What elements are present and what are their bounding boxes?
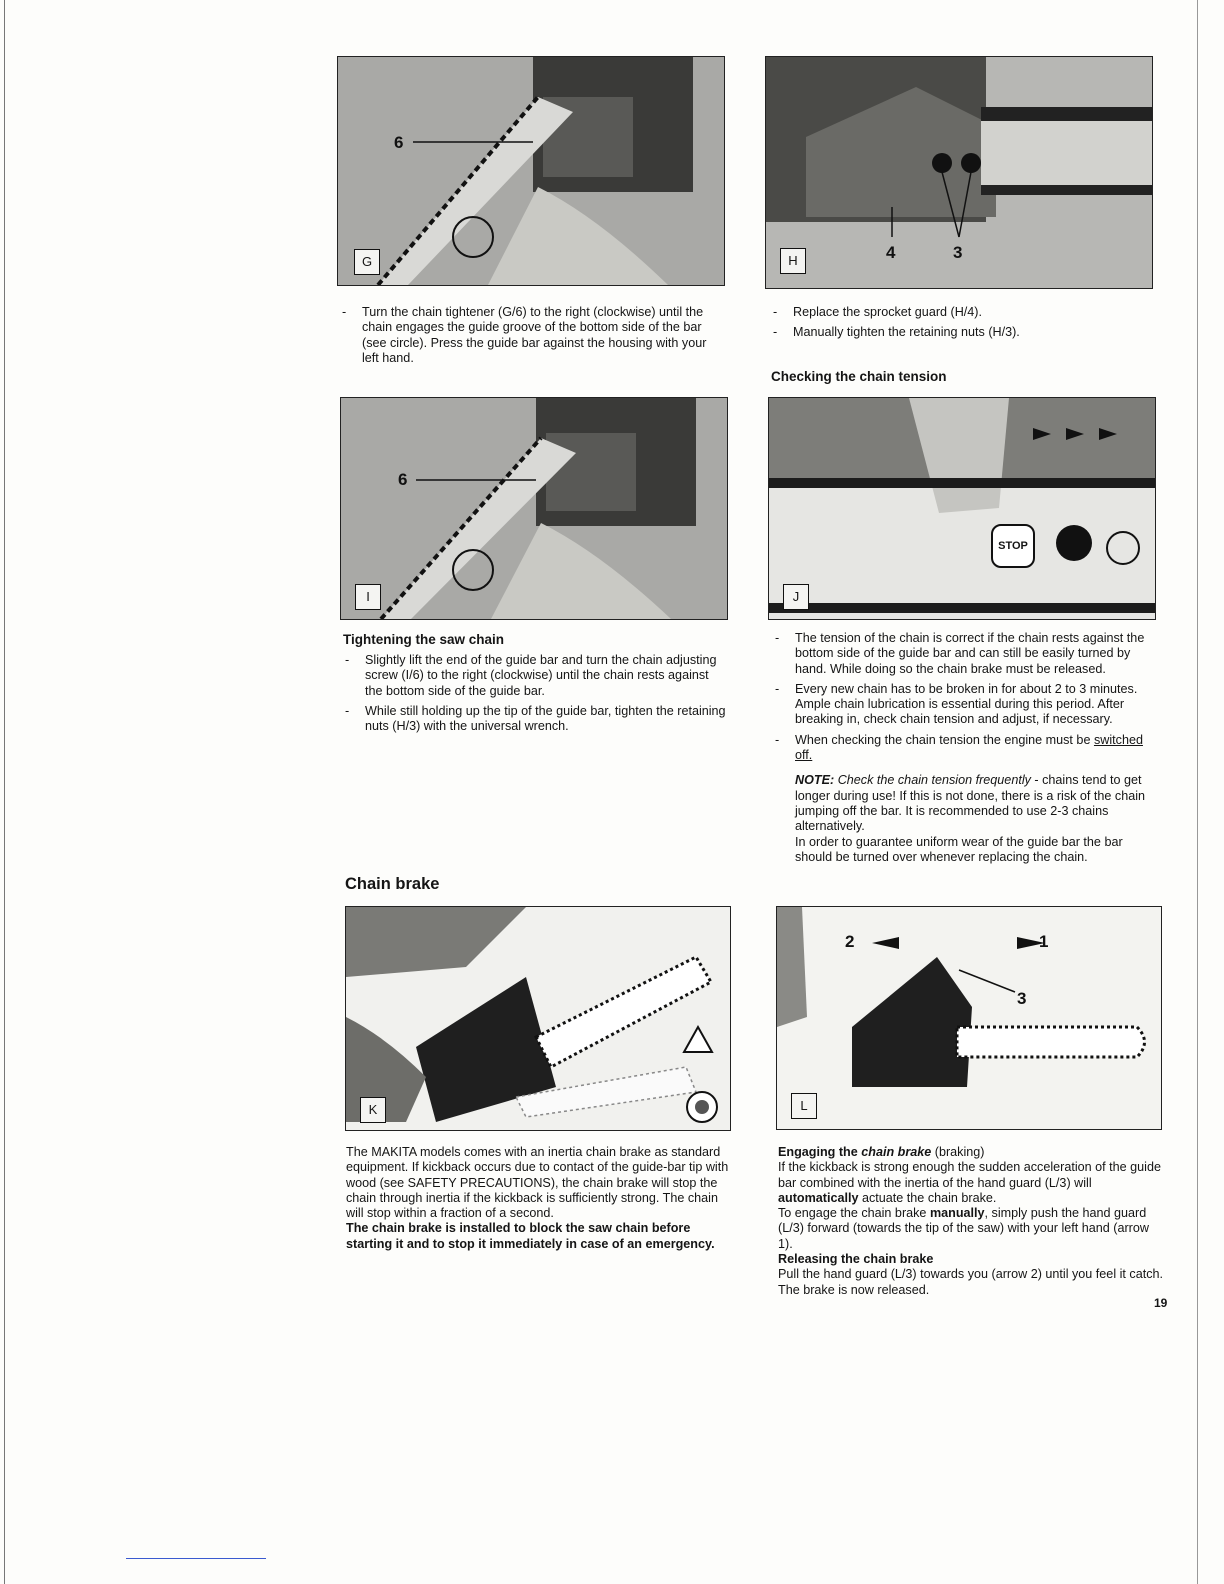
step-h-1: - Replace the sprocket guard (H/4). bbox=[771, 305, 1157, 320]
note-label: NOTE: bbox=[795, 773, 835, 788]
note-italic: Check the chain tension frequently bbox=[837, 773, 1031, 788]
tightening-steps bbox=[343, 653, 729, 739]
step-g-text: - Turn the chain tightener (G/6) to the right (clockwise) until the chain engages the guide groove of the bottom side of the bar (see circle). Press the guide bar against the housing with your left hand. bbox=[340, 305, 726, 366]
checking-step-3 bbox=[773, 733, 1159, 764]
footer-rule bbox=[126, 1558, 266, 1559]
engaging-text bbox=[778, 1145, 1164, 1298]
stop-icon bbox=[991, 524, 1035, 568]
step-h-2: - Manually tighten the retaining nuts (H/3). bbox=[771, 325, 1157, 340]
callout-3: 3 bbox=[1017, 989, 1027, 1008]
figure-label-k: K bbox=[360, 1097, 386, 1123]
page-number: 19 bbox=[1154, 1296, 1168, 1310]
note-paragraph-2: In order to guarantee uniform wear of the guide bar the bar should be turned over whenever replacing the chain. bbox=[795, 834, 1123, 864]
steps-h-list bbox=[771, 305, 1157, 346]
callout-3: 3 bbox=[953, 243, 963, 262]
figure-label-j: J bbox=[783, 584, 809, 610]
note-paragraph bbox=[773, 773, 1159, 834]
figure-label-g: G bbox=[354, 249, 380, 275]
releasing-paragraph: Pull the hand guard (L/3) towards you (arrow 2) until you feel it catch. The brake is now released. bbox=[778, 1267, 1164, 1297]
note-rest: - chains tend to get longer during use! If this is not done, there is a risk of the chain jumping off the bar. It is recommended to use 2-3 chains alternatively. bbox=[795, 773, 1146, 834]
engaging-text-part-1: If the kickback is strong enough the sudden acceleration of the guide bar combined with the inertia of the hand guard (L/3) will bbox=[778, 1160, 1161, 1190]
engaging-heading bbox=[778, 1145, 1164, 1160]
figure-label-l: L bbox=[791, 1093, 817, 1119]
tightening-heading: Tightening the saw chain bbox=[343, 632, 505, 647]
step-g-text-block bbox=[340, 305, 726, 371]
scan-edge-line-right bbox=[1197, 0, 1198, 1584]
checking-step-3-text: When checking the chain tension the engine must be bbox=[795, 732, 1091, 747]
figure-label-i: I bbox=[355, 584, 381, 610]
stop-icon-label: STOP bbox=[998, 540, 1028, 552]
tightening-step-2: - While still holding up the tip of the guide bar, tighten the retaining nuts (H/3) with the universal wrench. bbox=[343, 704, 729, 735]
callout-6: 6 bbox=[398, 470, 408, 489]
checking-heading: Checking the chain tension bbox=[771, 369, 947, 384]
callout-6: 6 bbox=[394, 133, 404, 152]
brake-paragraph: The MAKITA models comes with an inertia chain brake as standard equipment. If kickback occurs due to contact of the guide-bar tip with wood (see SAFETY PRECAUTIONS), the chain brake will stop the chain through inertia if the kickback is sufficiently strong. The chain will stop within a fraction of a second. bbox=[346, 1145, 729, 1221]
checking-step-3-emphasis: switched off. bbox=[795, 732, 1143, 763]
figure-i-illustration bbox=[341, 398, 727, 619]
engaging-text-part-2: actuate the chain brake. bbox=[858, 1190, 997, 1205]
chain-brake-text bbox=[346, 1145, 732, 1252]
figure-k-illustration bbox=[346, 907, 730, 1130]
releasing-heading: Releasing the chain brake bbox=[778, 1252, 934, 1267]
engaging-paragraph bbox=[778, 1160, 1164, 1206]
manual-text-part-1: To engage the chain brake bbox=[778, 1206, 930, 1221]
callout-2: 2 bbox=[845, 932, 855, 951]
figure-l bbox=[776, 906, 1162, 1130]
engaging-heading-part-2: chain brake bbox=[861, 1145, 932, 1159]
scan-edge-line bbox=[4, 0, 5, 1584]
figure-k bbox=[345, 906, 731, 1131]
checking-step-2: - Every new chain has to be broken in for about 2 to 3 minutes. Ample chain lubrication is essential during this period. After breaking in, check chain tension and adjust, if necessary. bbox=[773, 682, 1159, 728]
figure-j-illustration bbox=[769, 398, 1155, 619]
figure-j bbox=[768, 397, 1156, 620]
callout-4: 4 bbox=[886, 243, 896, 262]
chain-brake-title: Chain brake bbox=[345, 875, 440, 893]
figure-l-illustration bbox=[777, 907, 1161, 1129]
engaging-text-bold: automatically bbox=[778, 1190, 859, 1205]
manual-paragraph bbox=[778, 1206, 1164, 1252]
figure-g-illustration bbox=[338, 57, 724, 285]
manual-text-part-2: , simply push the hand guard (L/3) forward (towards the tip of the saw) with your left hand (arrow 1). bbox=[778, 1206, 1149, 1251]
checking-steps bbox=[773, 631, 1159, 865]
checking-step-1: - The tension of the chain is correct if the chain rests against the bottom side of the guide bar and can still be easily turned by hand. While doing so the chain brake must be released. bbox=[773, 631, 1159, 677]
figure-g bbox=[337, 56, 725, 286]
tightening-step-1: - Slightly lift the end of the guide bar and turn the chain adjusting screw (I/6) to the right (clockwise) until the chain rests against the bottom side of the guide bar. bbox=[343, 653, 729, 699]
brake-bold-paragraph: The chain brake is installed to block the saw chain before starting it and to stop it immediately in case of an emergency. bbox=[346, 1221, 715, 1251]
engaging-heading-part-3: (braking) bbox=[931, 1145, 985, 1159]
engaging-heading-part-1: Engaging the bbox=[778, 1145, 862, 1159]
manual-text-bold: manually bbox=[929, 1206, 985, 1221]
callout-1: 1 bbox=[1039, 932, 1049, 951]
figure-h bbox=[765, 56, 1153, 289]
figure-i bbox=[340, 397, 728, 620]
figure-label-h: H bbox=[780, 248, 806, 274]
